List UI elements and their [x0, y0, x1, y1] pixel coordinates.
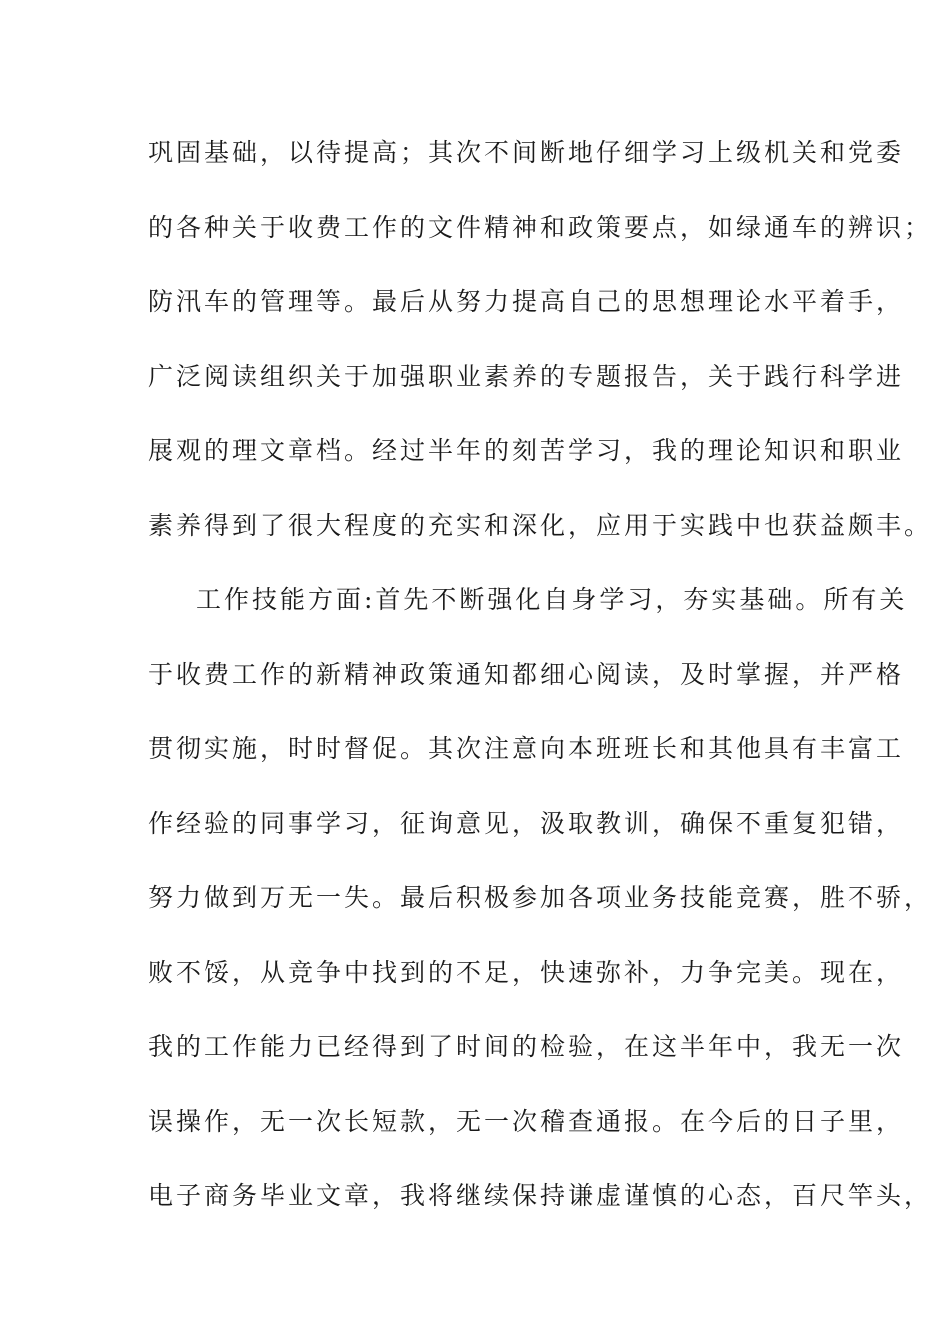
text-line: 广泛阅读组织关于加强职业素养的专题报告，关于践行科学进 — [148, 361, 905, 391]
body-text — [148, 128, 933, 1246]
text-line: 的各种关于收费工作的文件精神和政策要点，如绿通车的辨识； — [148, 212, 933, 242]
text-line: 电子商务毕业文章，我将继续保持谦虚谨慎的心态，百尺竿头， — [148, 1181, 933, 1210]
text-line: 贯彻实施，时时督促。其次注意向本班班长和其他具有丰富工 — [148, 734, 905, 763]
text-line: 作经验的同事学习，征询意见，汲取教训，确保不重复犯错， — [148, 808, 905, 838]
text-line: 防汛车的管理等。最后从努力提高自己的思想理论水平着手， — [148, 287, 905, 316]
text-line: 我的工作能力已经得到了时间的检验，在这半年中，我无一次 — [148, 1032, 905, 1061]
text-line: 巩固基础，以待提高；其次不间断地仔细学习上级机关和党委 — [148, 138, 905, 167]
text-line: 败不馁，从竞争中找到的不足，快速弥补，力争完美。现在， — [148, 957, 905, 987]
text-line: 展观的理文章档。经过半年的刻苦学习，我的理论知识和职业 — [148, 436, 905, 465]
text-line: 努力做到万无一失。最后积极参加各项业务技能竞赛，胜不骄， — [148, 883, 933, 912]
text-line: 素养得到了很大程度的充实和深化，应用于实践中也获益颇丰。 — [148, 510, 933, 540]
paragraph-start-line: 工作技能方面:首先不断强化自身学习，夯实基础。所有关 — [196, 585, 908, 614]
text-line: 于收费工作的新精神政策通知都细心阅读，及时掌握，并严格 — [148, 659, 905, 689]
text-line: 误操作，无一次长短款，无一次稽查通报。在今后的日子里， — [148, 1106, 905, 1136]
